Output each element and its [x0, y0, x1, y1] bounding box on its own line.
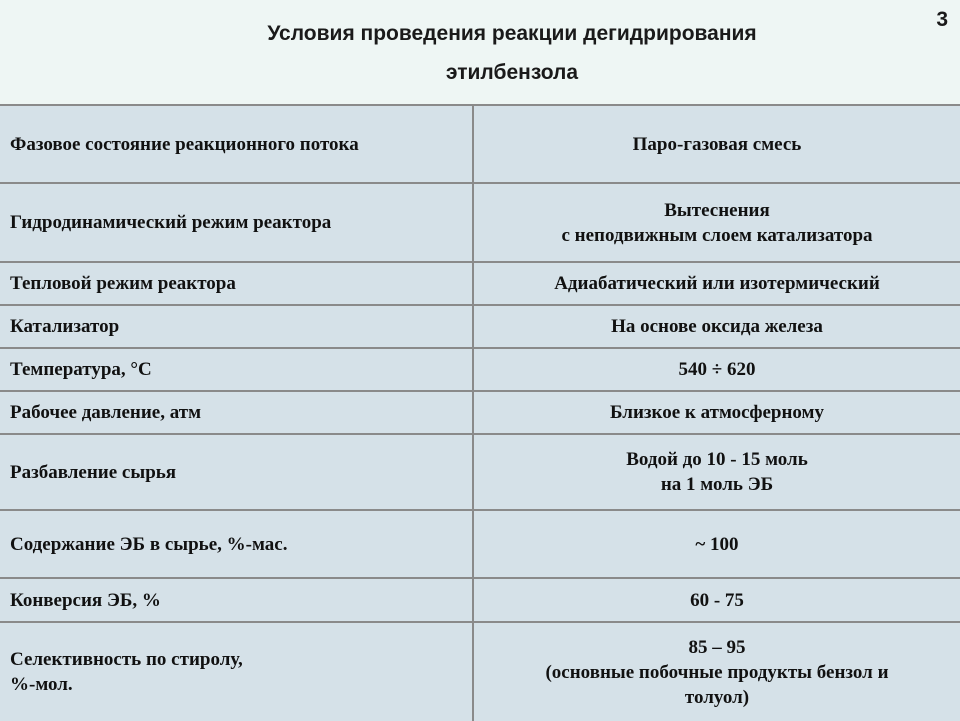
- slide-title: [0, 14, 960, 92]
- table-row: [0, 434, 960, 510]
- value-cell: Близкое к атмосферному: [473, 391, 960, 434]
- value-cell: На основе оксида железа: [473, 305, 960, 348]
- param-cell: Температура, °С: [0, 348, 473, 391]
- value-cell: Водой до 10 - 15 моль на 1 моль ЭБ: [473, 434, 960, 510]
- value-cell: ~ 100: [473, 510, 960, 578]
- param-cell: Разбавление сырья: [0, 434, 473, 510]
- param-cell: Тепловой режим реактора: [0, 262, 473, 305]
- table-row: [0, 183, 960, 262]
- value-cell: Вытеснения с неподвижным слоем катализатора: [473, 183, 960, 262]
- slide-header: [0, 0, 960, 104]
- table-row: [0, 391, 960, 434]
- value-cell: 85 – 95 (основные побочные продукты бензол и толуол): [473, 622, 960, 721]
- table-row: [0, 578, 960, 622]
- param-cell: Содержание ЭБ в сырье, %-мас.: [0, 510, 473, 578]
- slide-title-line1: Условия проведения реакции дегидрирования: [267, 22, 757, 45]
- table-row: [0, 510, 960, 578]
- table-row: [0, 622, 960, 721]
- param-cell: Фазовое состояние реакционного потока: [0, 105, 473, 183]
- table-row: [0, 305, 960, 348]
- value-cell: Паро-газовая смесь: [473, 105, 960, 183]
- param-cell: Гидродинамический режим реактора: [0, 183, 473, 262]
- page-number: 3: [936, 8, 948, 31]
- slide-title-line2: этилбензола: [445, 61, 579, 84]
- table-row: [0, 105, 960, 183]
- param-cell: Селективность по стиролу, %-мол.: [0, 622, 473, 721]
- param-cell: Рабочее давление, атм: [0, 391, 473, 434]
- value-cell: Адиабатический или изотермический: [473, 262, 960, 305]
- param-cell: Катализатор: [0, 305, 473, 348]
- value-cell: 540 ÷ 620: [473, 348, 960, 391]
- table-row: [0, 262, 960, 305]
- conditions-table: [0, 104, 960, 721]
- value-cell: 60 - 75: [473, 578, 960, 622]
- table-row: [0, 348, 960, 391]
- param-cell: Конверсия ЭБ, %: [0, 578, 473, 622]
